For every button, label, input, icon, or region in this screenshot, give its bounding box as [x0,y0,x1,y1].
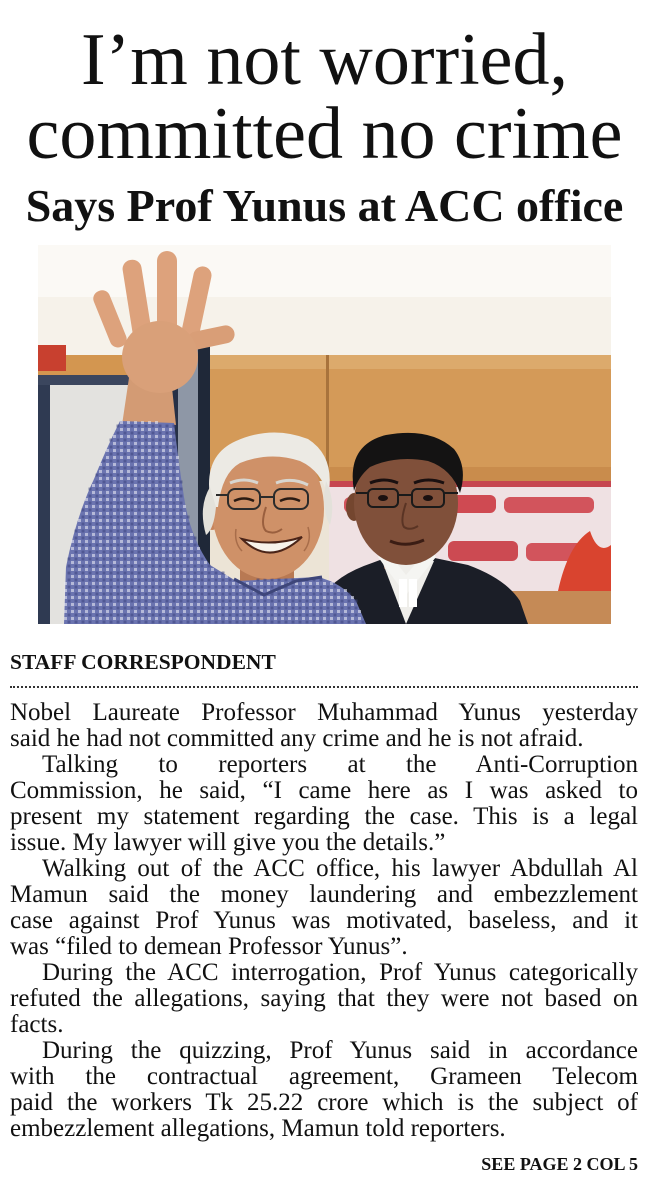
headline-line: I’m not worried, [80,19,569,101]
headline-line: committed no crime [26,93,623,175]
banner-lettering-block [448,541,518,561]
wood-panel-highlight [210,355,611,369]
palm [122,321,198,393]
headline [0,19,649,175]
banner-lettering-block [504,497,594,513]
door-frame-left [38,377,50,624]
body-line: case against Prof Yunus was motivated, baseless, and it [10,907,638,934]
paragraph [10,700,638,752]
body-line: facts. [10,1011,64,1038]
body-line: with the contractual agreement, Grameen Telecom [10,1063,638,1090]
article-photo [38,245,611,624]
body-line: paid the workers Tk 25.22 crore which is the subject of [10,1089,638,1116]
continuation-note: SEE PAGE 2 COL 5 [481,1154,638,1174]
room-sign [38,345,66,371]
subheadline: Says Prof Yunus at ACC office [25,180,624,231]
paragraph [10,856,638,960]
body-line: Walking out of the ACC office, his lawyer Abdullah Al [42,855,638,882]
article-body [10,700,638,1142]
paragraph [10,960,638,1038]
photo [38,245,611,624]
body-line: embezzlement allegations, Mamun told reporters. [10,1115,506,1142]
body-line: issue. My lawyer will give you the details.” [10,829,446,856]
body-line: During the quizzing, Prof Yunus said in accordance [42,1037,638,1064]
body-line: During the ACC interrogation, Prof Yunus categorically [42,959,638,986]
body-line: Commission, he said, “I came here as I was asked to [10,777,638,804]
dotted-divider [10,686,638,688]
body-line: Nobel Laureate Professor Muhammad Yunus yesterday [10,699,638,726]
paragraph [10,1038,638,1142]
body-line: Mamun said the money laundering and embezzlement [10,881,638,908]
body-line: was “filed to demean Professor Yunus”. [10,933,408,960]
lawyer-eye [423,495,433,501]
collar-band [409,579,417,607]
collar-band [399,579,407,607]
body-line: present my statement regarding the case. This is a legal [10,803,638,830]
paragraph [10,752,638,856]
body-line: said he had not committed any crime and he is not afraid. [10,725,584,752]
body-line: refuted the allegations, saying that they were not based on [10,985,638,1012]
byline: STAFF CORRESPONDENT [10,650,276,674]
body-line: Talking to reporters at the Anti-Corruption [42,751,638,778]
lawyer-eye [378,495,388,501]
